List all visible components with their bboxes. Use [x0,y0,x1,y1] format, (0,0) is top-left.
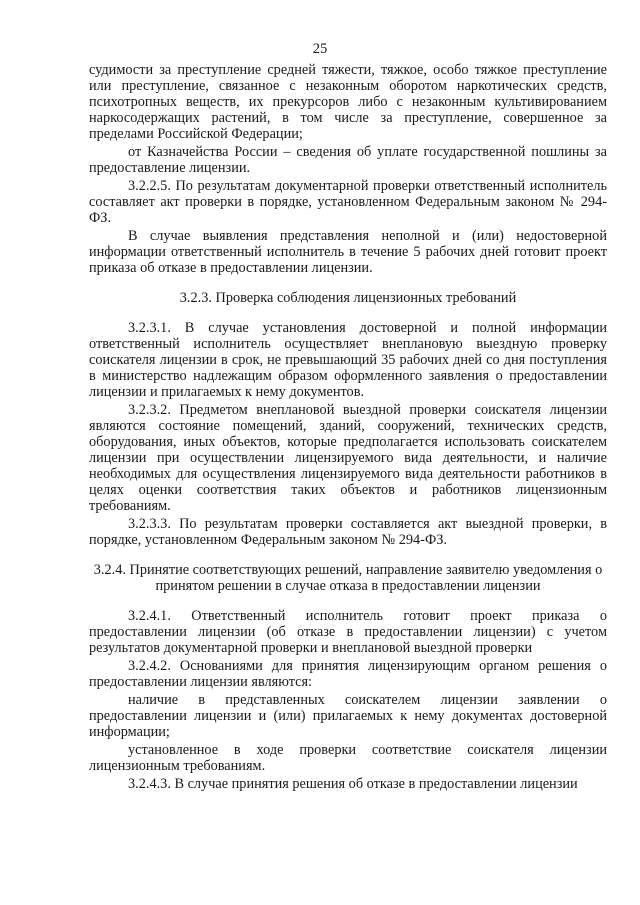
paragraph-3-2-3-1: 3.2.3.1. В случае установления достоверной и полной информации ответственный исполнитель осуществляет внеплановую выездную проверку соискателя лицензии в срок, не превышающий 35 рабочих дней со дня поступления в министерство надлежащим образом оформленного заявления о предоставлении лицензии и прилагаемых к нему документов. [89,320,607,400]
paragraph-treasury-fee: от Казначейства России – сведения об уплате государственной пошлины за предоставление лицензии. [89,144,607,176]
paragraph-criminal-record: судимости за преступление средней тяжести, тяжкое, особо тяжкое преступление или преступление, связанное с незаконным оборотом наркотических средств, психотропных веществ, их прекурсоров либо с незаконным культивированием наркосодержащих растений, в том числе за преступление, совершенное за пределами Российской Федерации; [89,62,607,142]
paragraph-3-2-3-2: 3.2.3.2. Предметом внеплановой выездной проверки соискателя лицензии являются состояние помещений, зданий, сооружений, технических средств, оборудования, иных объектов, которые предполагается использовать соискателем лицензии при осуществлении лицензируемого вида деятельности, и наличие необходимых для осуществления лицензируемого вида деятельности работников в целях оценки соответствия таких объектов и работников лицензионным требованиям. [89,402,607,514]
document-body [89,62,607,792]
paragraph-3-2-2-5: 3.2.2.5. По результатам документарной проверки ответственный исполнитель составляет акт проверки в порядке, установленном Федеральным законом № 294-ФЗ. [89,178,607,226]
paragraph-compliance: установленное в ходе проверки соответствие соискателя лицензии лицензионным требованиям. [89,742,607,774]
paragraph-3-2-4-2: 3.2.4.2. Основаниями для принятия лицензирующим органом решения о предоставлении лицензии являются: [89,658,607,690]
paragraph-3-2-3-3: 3.2.3.3. По результатам проверки составляется акт выездной проверки, в порядке, установленном Федеральным законом № 294-ФЗ. [89,516,607,548]
section-heading-3-2-3: 3.2.3. Проверка соблюдения лицензионных требований [179,290,517,306]
paragraph-3-2-4-3: 3.2.4.3. В случае принятия решения об отказе в предоставлении лицензии [128,776,578,792]
paragraph-incomplete-info: В случае выявления представления неполной и (или) недостоверной информации ответственный исполнитель в течение 5 рабочих дней готовит проект приказа об отказе в предоставлении лицензии. [89,228,607,276]
paragraph-3-2-4-1: 3.2.4.1. Ответственный исполнитель готовит проект приказа о предоставлении лицензии (об отказе в предоставлении лицензии) с учетом результатов документарной проверки и внеплановой выездной проверки [89,608,607,656]
page-number: 25 [312,41,328,57]
paragraph-reliable-info: наличие в представленных соискателем лицензии заявлении о предоставлении лицензии и (или) прилагаемых к нему документах достоверной информации; [89,692,607,740]
section-heading-3-2-4: 3.2.4. Принятие соответствующих решений, направление заявителю уведомления о принятом решении в случае отказа в предоставлении лицензии [93,562,603,594]
